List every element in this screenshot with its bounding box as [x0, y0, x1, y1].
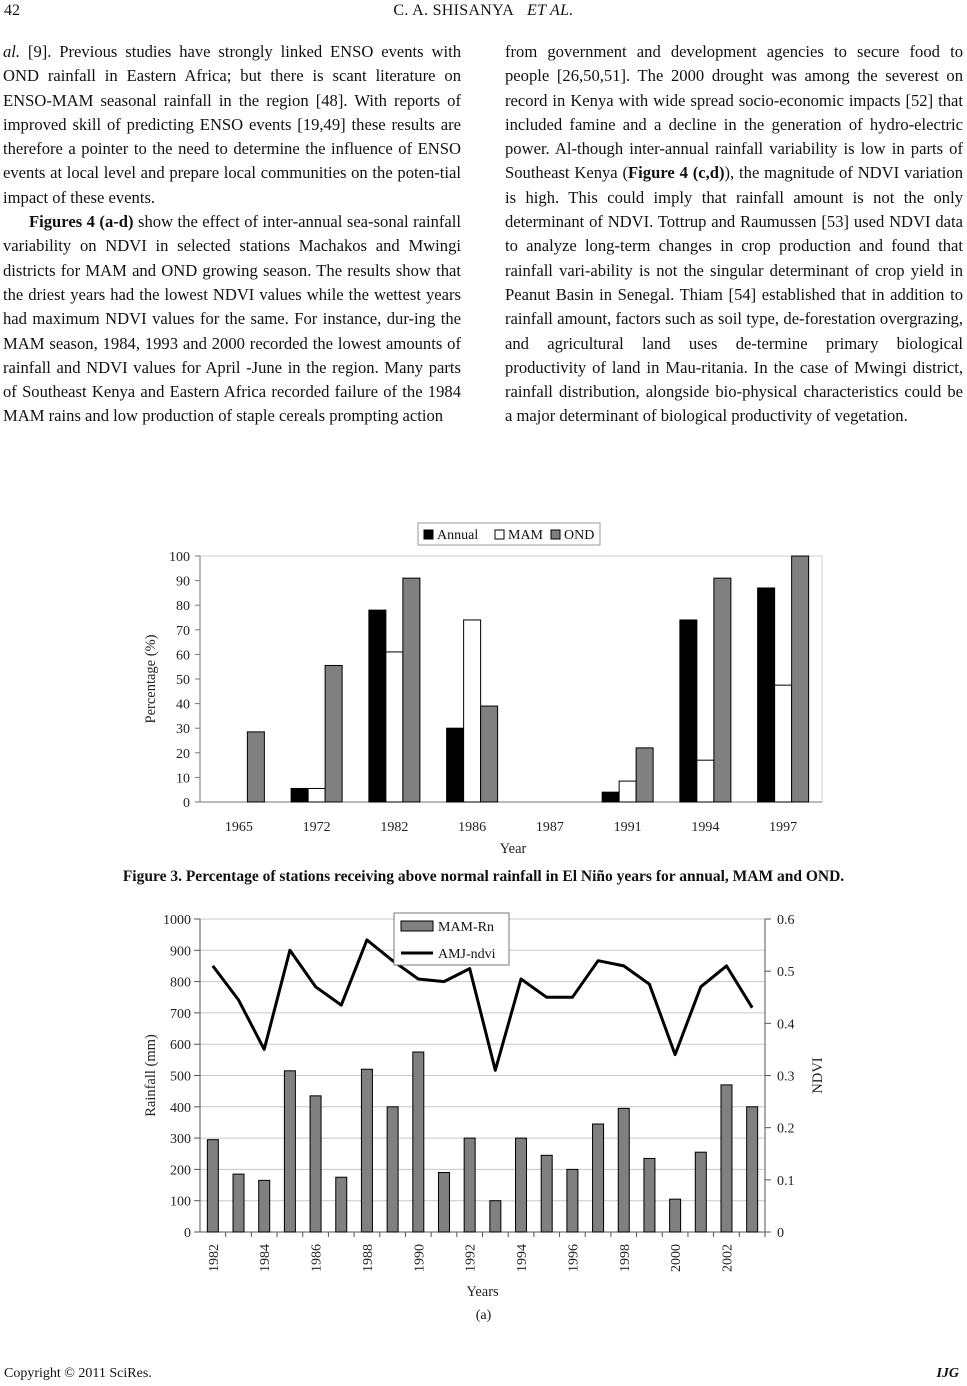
x-tick-label: 1987: [535, 820, 564, 835]
y-tick-label: 200: [170, 1163, 191, 1179]
legend-label-amj-ndvi: AMJ-ndvi: [438, 947, 496, 962]
x-tick-label: 1994: [691, 820, 720, 835]
bar-mam-rn: [207, 1140, 218, 1232]
y-tick-label: 50: [176, 673, 190, 688]
bar-mam-rn: [593, 1124, 604, 1232]
bar-ond: [636, 748, 653, 802]
x-tick-label: 1996: [566, 1244, 582, 1272]
x-tick-label: 1982: [206, 1244, 222, 1272]
bar-annual: [369, 610, 386, 802]
page-number: 42: [4, 2, 20, 19]
bar-mam-rn: [490, 1201, 501, 1232]
y-tick-label: 90: [176, 574, 190, 590]
legend-swatch-annual: [424, 530, 433, 539]
bar-ond: [247, 732, 264, 802]
bar-mam-rn: [387, 1107, 398, 1232]
x-tick-label: 1991: [613, 820, 642, 835]
y-tick-label: 10: [176, 771, 190, 787]
y-tick-label: 30: [176, 722, 190, 738]
x-tick-label: 2000: [669, 1244, 685, 1272]
bar-mam: [619, 781, 636, 802]
text-run: show the effect of inter-annual sea-sonal rainfall variability on NDVI in selected stations Machakos and Mwingi districts for MAM and OND growing season. The results show that the driest years had the lowest NDVI values while the wettest years had maximum NDVI values for the same. For instance, dur-ing the MAM season, 1984, 1993 and 2000 recorded the lowest amounts of rainfall and NDVI values for April -June in the region. Many parts of Southeast Kenya and Eastern Africa recorded failure of the 1984 MAM rains and low production of staple cereals prompting action: [3, 212, 461, 426]
text-column-right: [505, 40, 963, 429]
bar-mam-rn: [747, 1107, 758, 1232]
y-tick-label: 60: [176, 648, 190, 664]
bar-mam-rn: [541, 1155, 552, 1232]
figure-3-caption: Figure 3. Percentage of stations receiving above normal rainfall in El Niño years for annual, MAM and OND.: [122, 868, 845, 885]
x-tick-label: 1994: [515, 1244, 531, 1272]
bar-mam-rn: [464, 1138, 475, 1232]
figure-3-chart: [0, 516, 967, 861]
bar-mam-rn: [567, 1169, 578, 1232]
y-tick-label: 600: [170, 1038, 191, 1054]
bar-mam-rn: [336, 1177, 347, 1232]
y-tick-label: 100: [169, 550, 190, 565]
legend-label-mam: MAM: [508, 528, 544, 543]
y-tick-label: 300: [170, 1132, 191, 1148]
text-column-left: [3, 40, 461, 429]
y-tick-label: 70: [176, 623, 190, 639]
y2-tick-label: 0.6: [777, 913, 795, 928]
running-header-etal: ET AL.: [527, 2, 574, 19]
y2-tick-label: 0.3: [777, 1069, 795, 1085]
x-tick-label: 1986: [458, 820, 487, 835]
bar-mam-rn: [721, 1085, 732, 1232]
legend-label-mam-rn: MAM-Rn: [438, 920, 495, 935]
running-header-authors: C. A. SHISANYA: [393, 2, 515, 19]
bar-mam-rn: [670, 1199, 681, 1232]
bar-ond: [325, 665, 342, 802]
text-run: [9]. Previous studies have strongly linked ENSO events with OND rainfall in Eastern Africa; but there is scant literature on ENSO-MAM seasonal rainfall in the region [48]. With reports of improved skill of predicting ENSO events [19,49] these results are therefore a pointer to the need to determine the influence of ENSO events at local level and prepare local communities on the poten-tial impact of these events.: [3, 42, 461, 207]
legend-swatch-mam-rn: [401, 921, 433, 931]
right-paragraph: [505, 40, 963, 429]
bar-annual: [680, 620, 697, 802]
footer-journal: IJG: [936, 1366, 959, 1381]
y-tick-label: 80: [176, 599, 190, 615]
x-tick-label: 1986: [309, 1244, 325, 1272]
legend-label-ond: OND: [564, 528, 595, 543]
x-tick-label: 1992: [463, 1244, 479, 1272]
x-tick-label: 1998: [617, 1244, 633, 1272]
y-tick-label: 100: [170, 1194, 191, 1210]
bar-mam-rn: [361, 1069, 372, 1232]
bar-mam: [775, 685, 792, 802]
bar-mam-rn: [310, 1096, 321, 1232]
x-tick-label: 1990: [412, 1244, 428, 1272]
x-axis-title: Year: [499, 841, 527, 857]
x-tick-label: 1984: [258, 1244, 274, 1272]
text-run: ), the magnitude of NDVI variation is high. This could imply that rainfall amount is not the only determinant of NDVI. Tottrup and Raumussen [53] used NDVI data to analyze long-term changes in crop production and found that rainfall vari-ability is not the singular determinant of crop yield in Peanut Basin in Senegal. Thiam [54] established that in addition to rainfall amount, factors such as soil type, de-forestation overgrazing, and agricultural land uses de-termine primary biological productivity of land in Mau-ritania. In the case of Mwingi district, rainfall distribution, alongside bio-physical characteristics could be a major determinant of biological productivity of vegetation.: [505, 163, 963, 426]
y-tick-label: 800: [170, 975, 191, 991]
y2-tick-label: 0.2: [777, 1121, 795, 1137]
y-tick-label: 900: [170, 944, 191, 960]
figure-reference: Figures 4 (a-d): [29, 212, 134, 232]
bar-ond: [714, 578, 731, 802]
bar-mam: [464, 620, 481, 802]
left-paragraph: [3, 40, 461, 210]
y2-axis-title: NDVI: [810, 1057, 826, 1094]
y2-tick-label: 0.4: [777, 1017, 795, 1033]
running-header: [0, 2, 967, 20]
bar-mam-rn: [413, 1052, 424, 1232]
x-tick-label: 2002: [720, 1244, 736, 1272]
y-axis-title: Rainfall (mm): [143, 1034, 159, 1117]
x-tick-label: 1965: [224, 820, 253, 835]
bar-mam-rn: [233, 1174, 244, 1232]
y-tick-label: 0: [184, 1226, 191, 1241]
figure-4a-chart: [0, 892, 967, 1312]
y-tick-label: 700: [170, 1006, 191, 1022]
y-tick-label: 1000: [163, 913, 191, 928]
y2-tick-label: 0.1: [777, 1173, 795, 1189]
bar-mam-rn: [284, 1071, 295, 1232]
bar-annual: [447, 728, 464, 802]
bar-ond: [403, 578, 420, 802]
bar-annual: [758, 588, 775, 802]
bar-annual: [602, 792, 619, 802]
bar-annual: [291, 788, 308, 802]
x-tick-label: 1997: [769, 820, 798, 835]
y-tick-label: 20: [176, 746, 190, 762]
bar-mam-rn: [438, 1173, 449, 1232]
y-tick-label: 40: [176, 697, 190, 713]
legend-swatch-mam: [495, 530, 504, 539]
bar-mam-rn: [516, 1138, 527, 1232]
bar-mam: [308, 788, 325, 802]
bar-mam: [697, 760, 714, 802]
bar-ond: [792, 556, 809, 802]
legend-label-annual: Annual: [437, 528, 479, 543]
x-tick-label: 1982: [380, 820, 409, 835]
y-axis-title: Percentage (%): [143, 634, 159, 724]
figure-reference: Figure 4 (c,d): [628, 163, 725, 183]
x-axis-title: Years: [466, 1284, 499, 1300]
bar-mam-rn: [644, 1158, 655, 1232]
text-run: from government and development agencies to secure food to people [26,50,51]. The 2000 drought was among the severest on record in Kenya with wide spread socio-economic impacts [52] that included famine and a decline in the generation of hydro-electric power. Al-though inter-annual rainfall variability is low in parts of Southeast Kenya (: [505, 42, 963, 183]
y-tick-label: 500: [170, 1069, 191, 1085]
footer-copyright: Copyright © 2011 SciRes.: [4, 1366, 152, 1381]
legend-swatch-ond: [551, 530, 560, 539]
y2-tick-label: 0.5: [777, 965, 795, 981]
y-tick-label: 400: [170, 1100, 191, 1116]
bar-ond: [481, 706, 498, 802]
bar-mam-rn: [259, 1180, 270, 1232]
x-tick-label: 1988: [360, 1244, 376, 1272]
bar-mam-rn: [618, 1108, 629, 1232]
y-tick-label: 0: [183, 796, 190, 811]
figure-4a-sublabel: (a): [475, 1308, 492, 1323]
left-paragraph: [3, 210, 461, 429]
y2-tick-label: 0: [777, 1226, 784, 1241]
text-run: al.: [3, 42, 21, 61]
bar-mam: [386, 652, 403, 802]
bar-mam-rn: [695, 1152, 706, 1232]
x-tick-label: 1972: [302, 820, 331, 835]
